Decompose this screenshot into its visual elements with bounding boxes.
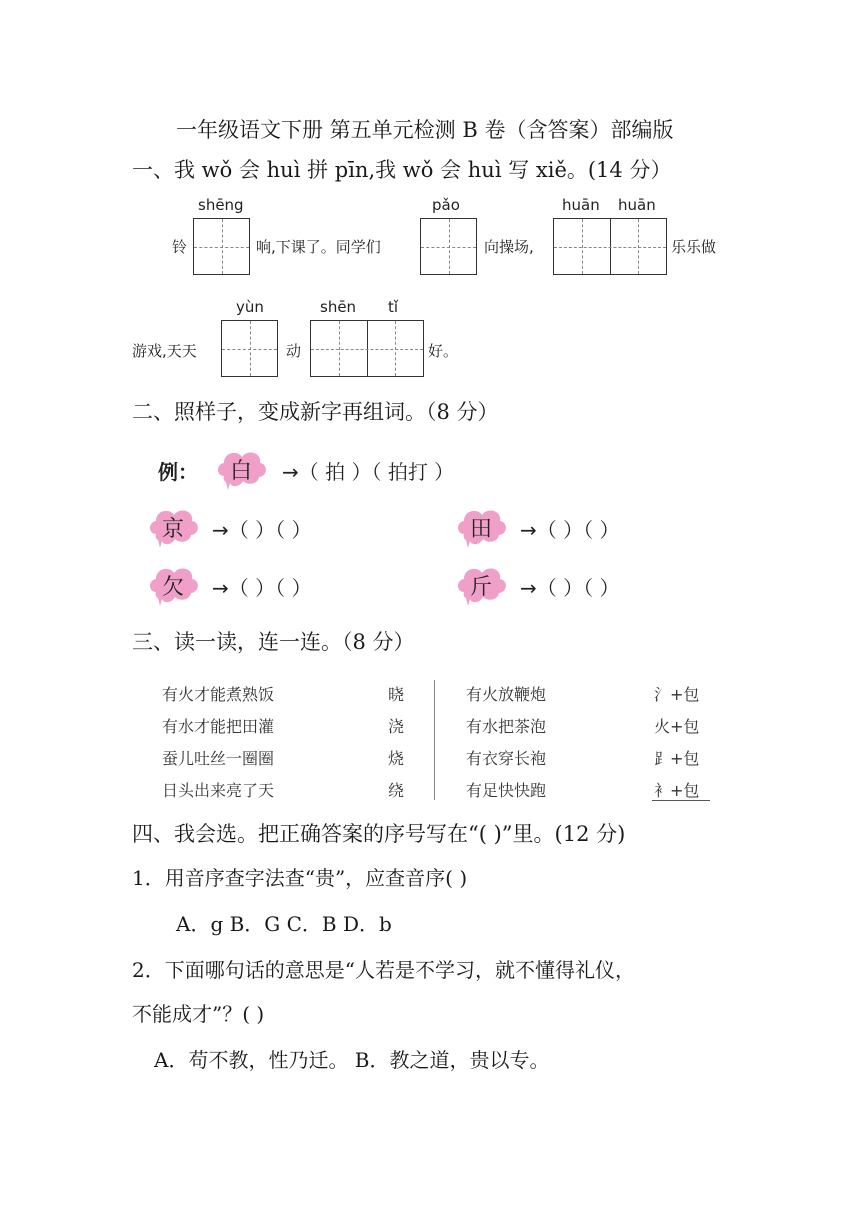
- question-1: 1．用音序查字法查“贵”，应查音序( ): [132, 866, 468, 890]
- example-char: 白: [229, 459, 252, 484]
- section-2-heading: 二、照样子，变成新字再组词。（8 分）: [132, 400, 499, 424]
- left-phrase[interactable]: 日头出来亮了天: [162, 781, 275, 800]
- char-tian: 田: [469, 517, 492, 542]
- pinyin-shen: shēn: [320, 298, 357, 316]
- right-phrase[interactable]: 有水把茶泡: [466, 717, 547, 736]
- question-2-line-1: 2．下面哪句话的意思是“人若是不学习，就不懂得礼仪，: [132, 958, 635, 982]
- right-char[interactable]: 火+包: [654, 717, 700, 736]
- pinyin-yun: yùn: [236, 298, 264, 316]
- right-char[interactable]: ⻊+包: [654, 749, 700, 768]
- left-char[interactable]: 烧: [388, 749, 405, 768]
- example-label: 例：: [158, 460, 198, 484]
- section-3-heading: 三、读一读，连一连。（8 分）: [132, 630, 415, 654]
- writing-box-shenti[interactable]: [310, 320, 424, 377]
- left-phrase[interactable]: 蚕儿吐丝一圈圈: [162, 749, 275, 768]
- right-phrase[interactable]: 有火放鞭炮: [466, 685, 547, 704]
- blank-jin[interactable]: →（ ）（ ）: [520, 576, 620, 600]
- right-char[interactable]: 氵+包: [654, 685, 700, 704]
- writing-box-huanhuan[interactable]: [553, 218, 667, 275]
- cloud-qian: [146, 562, 200, 606]
- question-1-options[interactable]: A．g B．G C．B D．b: [176, 912, 392, 936]
- underline: [652, 800, 710, 801]
- divider-line: [434, 680, 435, 800]
- writing-box-pao[interactable]: [420, 218, 477, 275]
- text-dong: 动: [286, 342, 302, 360]
- char-jin: 斤: [469, 575, 492, 600]
- blank-qian[interactable]: →（ ）（ ）: [212, 576, 312, 600]
- right-phrase[interactable]: 有衣穿长袍: [466, 749, 547, 768]
- text-ling: 铃: [172, 238, 188, 256]
- question-2-line-2: 不能成才”？( ): [132, 1002, 265, 1026]
- text-lelezuo: 乐乐做: [671, 238, 717, 256]
- document-title: 一年级语文下册 第五单元检测 B 卷（含答案）部编版: [176, 118, 674, 142]
- pinyin-huan-2: huān: [618, 196, 656, 214]
- text-xiangcaochang: 向操场,: [484, 238, 534, 256]
- left-char[interactable]: 绕: [388, 781, 405, 800]
- writing-box-sheng[interactable]: [193, 218, 250, 275]
- pinyin-pao: pǎo: [432, 196, 460, 214]
- blank-tian[interactable]: →（ ）（ ）: [520, 518, 620, 542]
- char-jing: 京: [161, 517, 184, 542]
- example-cloud: [214, 446, 268, 490]
- blank-jing[interactable]: →（ ）（ ）: [212, 518, 312, 542]
- section-4-heading: 四、我会选。把正确答案的序号写在“( )”里。(12 分): [132, 822, 626, 846]
- left-phrase[interactable]: 有水才能把田灌: [162, 717, 275, 736]
- section-1-heading: 一、我 wǒ 会 huì 拼 pīn,我 wǒ 会 huì 写 xiě。(14 分）: [132, 158, 672, 182]
- cloud-jing: [146, 504, 200, 548]
- writing-box-yun[interactable]: [221, 320, 278, 377]
- right-char[interactable]: 衤+包: [654, 781, 700, 800]
- pinyin-ti: tǐ: [388, 298, 399, 316]
- text-xiake: 响,下课了。同学们: [256, 238, 381, 256]
- right-phrase[interactable]: 有足快快跑: [466, 781, 547, 800]
- pinyin-huan-1: huān: [562, 196, 600, 214]
- cloud-jin: [454, 562, 508, 606]
- text-hao: 好。: [428, 342, 459, 360]
- char-qian: 欠: [161, 575, 184, 600]
- question-2-options[interactable]: A．苟不教，性乃迁。 B．教之道，贵以专。: [154, 1048, 550, 1072]
- pinyin-sheng: shēng: [198, 196, 244, 214]
- example-answer: →（ 拍 ）（ 拍打 ）: [282, 460, 455, 484]
- left-char[interactable]: 浇: [388, 717, 405, 736]
- left-char[interactable]: 晓: [388, 685, 405, 704]
- cloud-tian: [454, 504, 508, 548]
- left-phrase[interactable]: 有火才能煮熟饭: [162, 685, 275, 704]
- text-youxi: 游戏,天天: [132, 342, 197, 360]
